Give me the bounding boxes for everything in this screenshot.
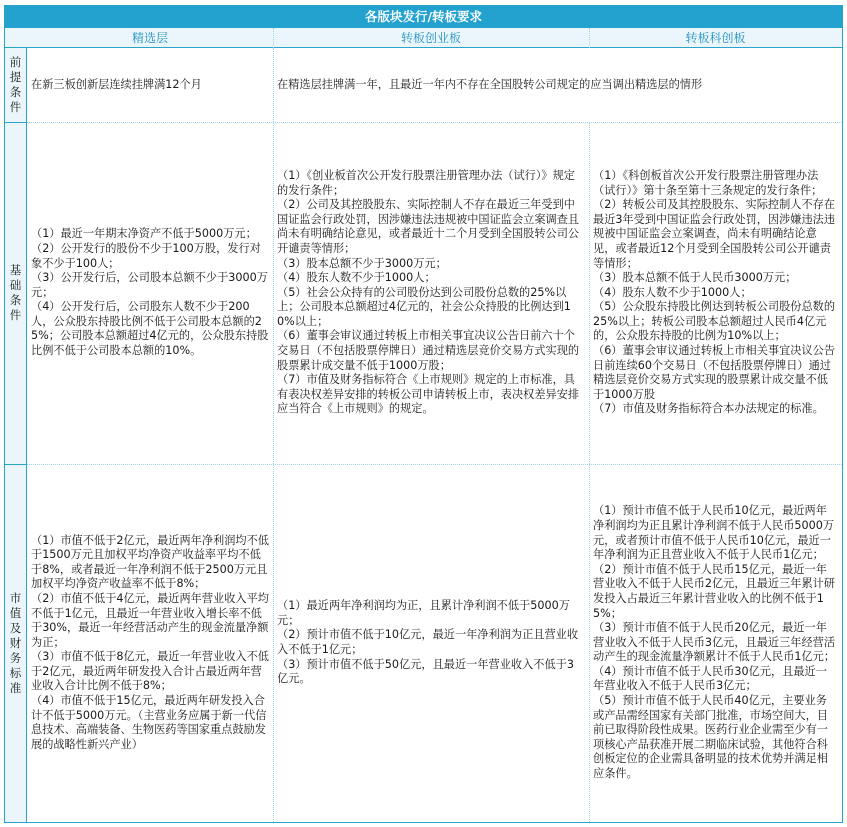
stub-divider	[5, 464, 27, 465]
prerequisite-jingxuan	[27, 48, 273, 122]
cell-text: （1）最近两年净利润均为正，且累计净利润不低于5000万元； （2）预计市值不低于10亿元，最近一年净利润为正且营业收入不低于1亿元； （3）预计市值不低于50亿元，且最近一年营业收入不低于3亿元。	[277, 599, 579, 686]
row-label-text: 基础条件	[9, 263, 22, 322]
column-divider	[589, 122, 590, 822]
row-divider	[27, 464, 842, 465]
basic-jingxuan	[27, 122, 273, 464]
column-header-kechuang: 转板科创板	[589, 28, 842, 48]
row-label-text: 市值及财务标准	[9, 590, 22, 695]
header-divider	[589, 28, 590, 48]
stub-divider	[5, 122, 27, 123]
column-header-chuangye: 转板创业板	[273, 28, 589, 48]
column-header-jingxuan: 精选层	[27, 28, 273, 48]
cell-text: （1）《创业板首次公开发行股票注册管理办法（试行）》规定的发行条件； （2）公司及其控股股东、实际控制人不存在最近三年受到中国证监会行政处罚，因涉嫌违法违规被中国证监会立案调查且尚未有明确结论意见，或者最近十二个月受到全国股转公司公开谴责等情形； （3）股本总额不少于3000万元； （4）股东人数不少于1000人； （5）社会公众持有的公司股份达到公司股份总数的25%以上；公司股本总额超过4亿元的，社会公众持股的比例达到10%以上； （6）董事会审议通过转板上市相关事宜决议公告日前六十个交易日（不包括股票停牌日）通过精选层竞价交易方式实现的股票累计成交量不低于1000万股； （7）市值及财务指标符合《上市规则》规定的上市标准，具有表决权差异安排的转板公司申请转板上市，表决权差异安排应当符合《上市规则》的规定。	[277, 168, 580, 416]
basic-kechuang	[589, 122, 842, 464]
market-value-kechuang	[589, 464, 842, 822]
cell-text: 在精选层挂牌满一年，且最近一年内不存在全国股转公司规定的应当调出精选层的情形	[277, 77, 703, 91]
market-value-chuangye	[273, 464, 589, 822]
cell-text: （1）市值不低于2亿元，最近两年净利润均不低于1500万元且加权平均净资产收益率平均不低于8%，或者最近一年净利润不低于2500万元且加权平均净资产收益率不低于8%； （2）市值不低于4亿元，最近两年营业收入平均不低于1亿元，且最近一年营业收入增长率不低于30%，最近一年经营活动产生的现金流量净额为正； （3）市值不低于8亿元，最近一年营业收入不低于2亿元，最近两年研发投入合计占最近两年营业收入合计比例不低于8%； （4）市值不低于15亿元，最近两年研发投入合计不低于5000万元。（主营业务应属于新一代信息技术、高端装备、生物医药等国家重点鼓励发展的战略性新兴产业）	[31, 533, 269, 751]
requirements-table	[4, 5, 843, 823]
cell-text: （1）最近一年期末净资产不低于5000万元； （2）公开发行的股份不少于100万股，发行对象不少于100人； （3）公开发行后，公司股本总额不少于3000万元； （4）公开发行后，公司股东人数不少于200人，公众股东持股比例不低于公司股本总额的25%；公司股本总额超过4亿元的，公众股东持股比例不低于公司股本总额的10%。	[31, 227, 269, 358]
row-divider	[27, 122, 842, 123]
cell-text: （1）预计市值不低于人民币10亿元，最近两年净利润均为正且累计净利润不低于人民币5000万元，或者预计市值不低于人民币10亿元，最近一年净利润为正且营业收入不低于人民币1亿元； （2）预计市值不低于人民币15亿元，最近一年营业收入不低于人民币2亿元，且最近三年累计研发投入占最近三年累计营业收入的比例不低于15%； （3）预计市值不低于人民币20亿元，最近一年营业收入不低于人民币3亿元，且最近三年经营活动产生的现金流量净额累计不低于人民币1亿元； （4）预计市值不低于人民币30亿元，且最近一年营业收入不低于人民币3亿元； （5）预计市值不低于人民币40亿元，主要业务或产品需经国家有关部门批准，市场空间大，目前已取得阶段性成果。医药行业企业需至少有一项核心产品获准开展二期临床试验，其他符合科创板定位的企业需具备明显的技术优势并满足相应条件。	[593, 504, 836, 781]
row-label-text: 前提条件	[9, 55, 22, 114]
header-corner	[5, 28, 27, 48]
cell-text: 在新三板创新层连续挂牌满12个月	[31, 77, 202, 91]
row-label-basic	[5, 122, 27, 464]
cell-text: （1）《科创板首次公开发行股票注册管理办法（试行）》第十条至第十三条规定的发行条件； （2）转板公司及其控股股东、实际控制人不存在最近3年受到中国证监会行政处罚，因涉嫌违法违规被中国证监会立案调查，尚未有明确结论意见，或者最近12个月受到全国股转公司公开谴责等情形； （3）股本总额不低于人民币3000万元； （4）股东人数不少于1000人； （5）公众股东持股比例达到转板公司股份总数的25%以上；转板公司股本总额超过人民币4亿元的，公众股东持股的比例为10%以上； （6）董事会审议通过转板上市相关事宜决议公告日前连续60个交易日（不包括股票停牌日）通过精选层竞价交易方式实现的股票累计成交量不低于1000万股 （7）市值及财务指标符合本办法规定的标准。	[593, 168, 836, 416]
basic-chuangye	[273, 122, 589, 464]
prerequisite-zhuanban	[273, 48, 842, 122]
table-title: 各版块发行/转板要求	[5, 6, 842, 28]
row-label-prerequisite	[5, 48, 27, 122]
market-value-jingxuan	[27, 464, 273, 822]
header-divider	[273, 28, 274, 48]
column-divider	[273, 48, 274, 822]
row-label-market-value	[5, 464, 27, 822]
